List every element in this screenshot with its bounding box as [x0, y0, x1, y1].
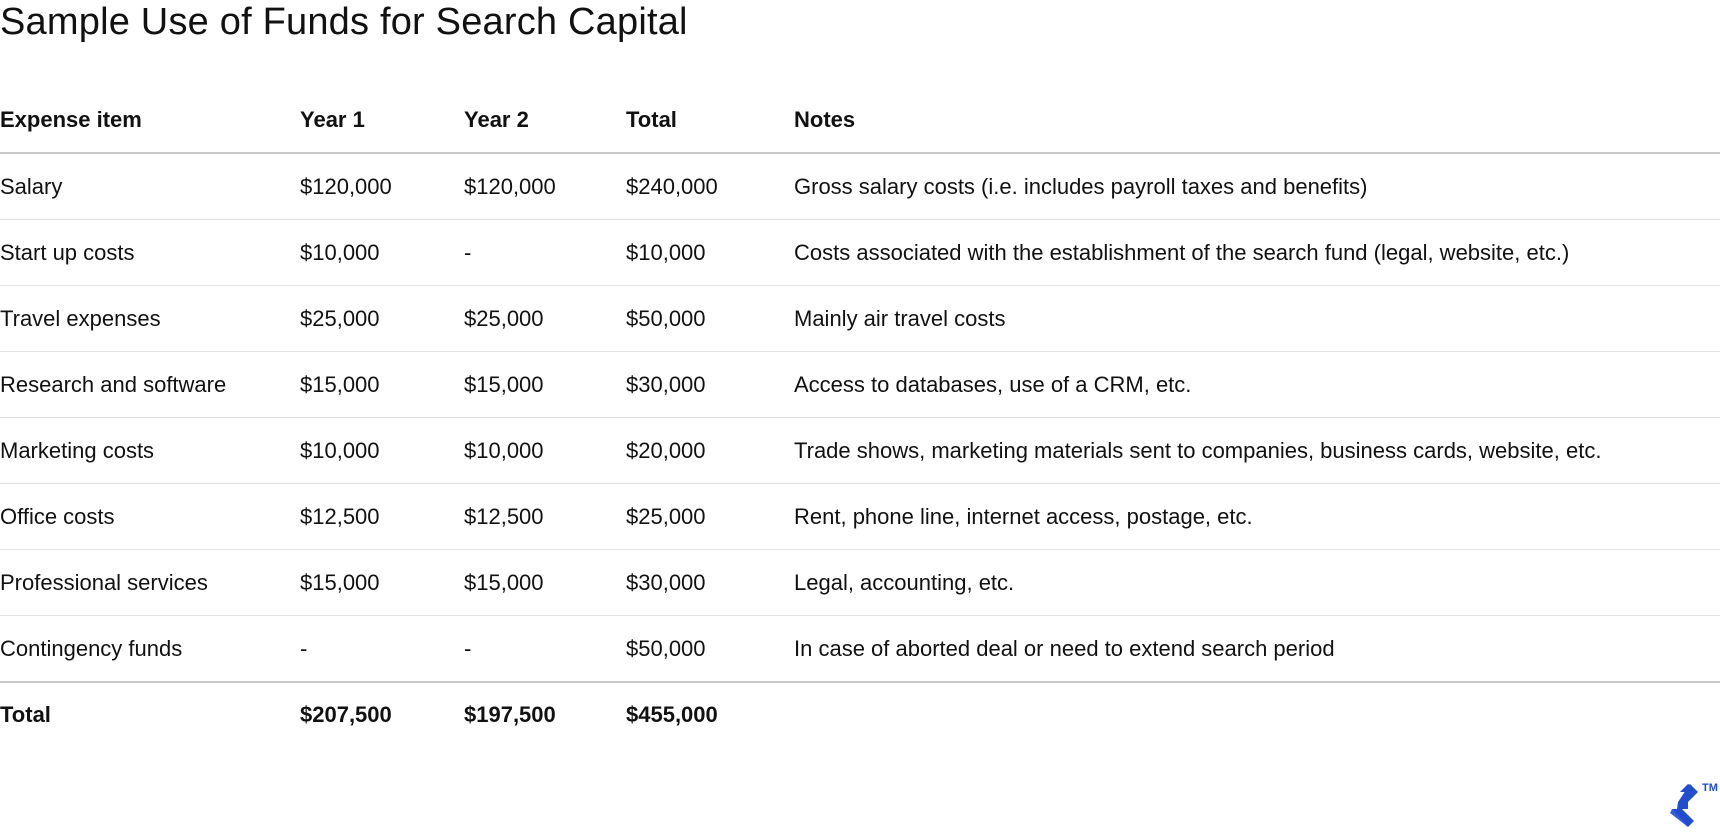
- cell-notes: Rent, phone line, internet access, postage, etc.: [794, 484, 1720, 550]
- cell-notes: In case of aborted deal or need to extend search period: [794, 616, 1720, 683]
- header-expense-item: Expense item: [0, 88, 300, 153]
- totals-label: Total: [0, 702, 51, 727]
- table-row: [0, 550, 1720, 616]
- totals-year-1: $207,500: [300, 702, 392, 727]
- table-row: [0, 352, 1720, 418]
- trademark-symbol: TM: [1702, 782, 1718, 794]
- cell-expense-item: Office costs: [0, 484, 300, 550]
- cell-year-2: -: [464, 220, 626, 286]
- cell-total: $50,000: [626, 616, 794, 683]
- cell-year-2: $12,500: [464, 484, 626, 550]
- header-year-2: Year 2: [464, 88, 626, 153]
- cell-expense-item: Professional services: [0, 550, 300, 616]
- cell-notes: Gross salary costs (i.e. includes payroll taxes and benefits): [794, 153, 1720, 220]
- cell-year-2: -: [464, 616, 626, 683]
- cell-total: $30,000: [626, 352, 794, 418]
- cell-expense-item: Start up costs: [0, 220, 300, 286]
- page-title: Sample Use of Funds for Search Capital: [0, 1, 688, 43]
- cell-year-2: $10,000: [464, 418, 626, 484]
- cell-expense-item: Marketing costs: [0, 418, 300, 484]
- toptal-logo-icon: [1664, 782, 1704, 830]
- table-row: [0, 286, 1720, 352]
- header-total: Total: [626, 88, 794, 153]
- totals-row: [0, 682, 1720, 747]
- totals-notes: [794, 682, 1720, 747]
- cell-year-2: $120,000: [464, 153, 626, 220]
- totals-total: $455,000: [626, 702, 718, 727]
- cell-total: $20,000: [626, 418, 794, 484]
- cell-notes: Costs associated with the establishment of the search fund (legal, website, etc.): [794, 220, 1720, 286]
- cell-year-2: $25,000: [464, 286, 626, 352]
- use-of-funds-table: [0, 88, 1720, 747]
- header-notes: Notes: [794, 88, 1720, 153]
- cell-total: $50,000: [626, 286, 794, 352]
- cell-expense-item: Travel expenses: [0, 286, 300, 352]
- cell-year-1: $120,000: [300, 153, 464, 220]
- cell-year-2: $15,000: [464, 550, 626, 616]
- cell-total: $240,000: [626, 153, 794, 220]
- table-row: [0, 616, 1720, 683]
- cell-notes: Trade shows, marketing materials sent to companies, business cards, website, etc.: [794, 418, 1720, 484]
- table-row: [0, 220, 1720, 286]
- cell-year-1: $10,000: [300, 418, 464, 484]
- header-year-1: Year 1: [300, 88, 464, 153]
- cell-year-1: $10,000: [300, 220, 464, 286]
- cell-expense-item: Salary: [0, 153, 300, 220]
- cell-year-1: $15,000: [300, 550, 464, 616]
- cell-expense-item: Contingency funds: [0, 616, 300, 683]
- cell-total: $25,000: [626, 484, 794, 550]
- table-row: [0, 153, 1720, 220]
- cell-year-1: $25,000: [300, 286, 464, 352]
- cell-notes: Access to databases, use of a CRM, etc.: [794, 352, 1720, 418]
- table-row: [0, 484, 1720, 550]
- cell-year-2: $15,000: [464, 352, 626, 418]
- table-row: [0, 418, 1720, 484]
- cell-total: $10,000: [626, 220, 794, 286]
- cell-year-1: -: [300, 616, 464, 683]
- totals-year-2: $197,500: [464, 702, 556, 727]
- cell-year-1: $12,500: [300, 484, 464, 550]
- cell-notes: Mainly air travel costs: [794, 286, 1720, 352]
- cell-notes: Legal, accounting, etc.: [794, 550, 1720, 616]
- table-header-row: [0, 88, 1720, 153]
- cell-total: $30,000: [626, 550, 794, 616]
- cell-expense-item: Research and software: [0, 352, 300, 418]
- cell-year-1: $15,000: [300, 352, 464, 418]
